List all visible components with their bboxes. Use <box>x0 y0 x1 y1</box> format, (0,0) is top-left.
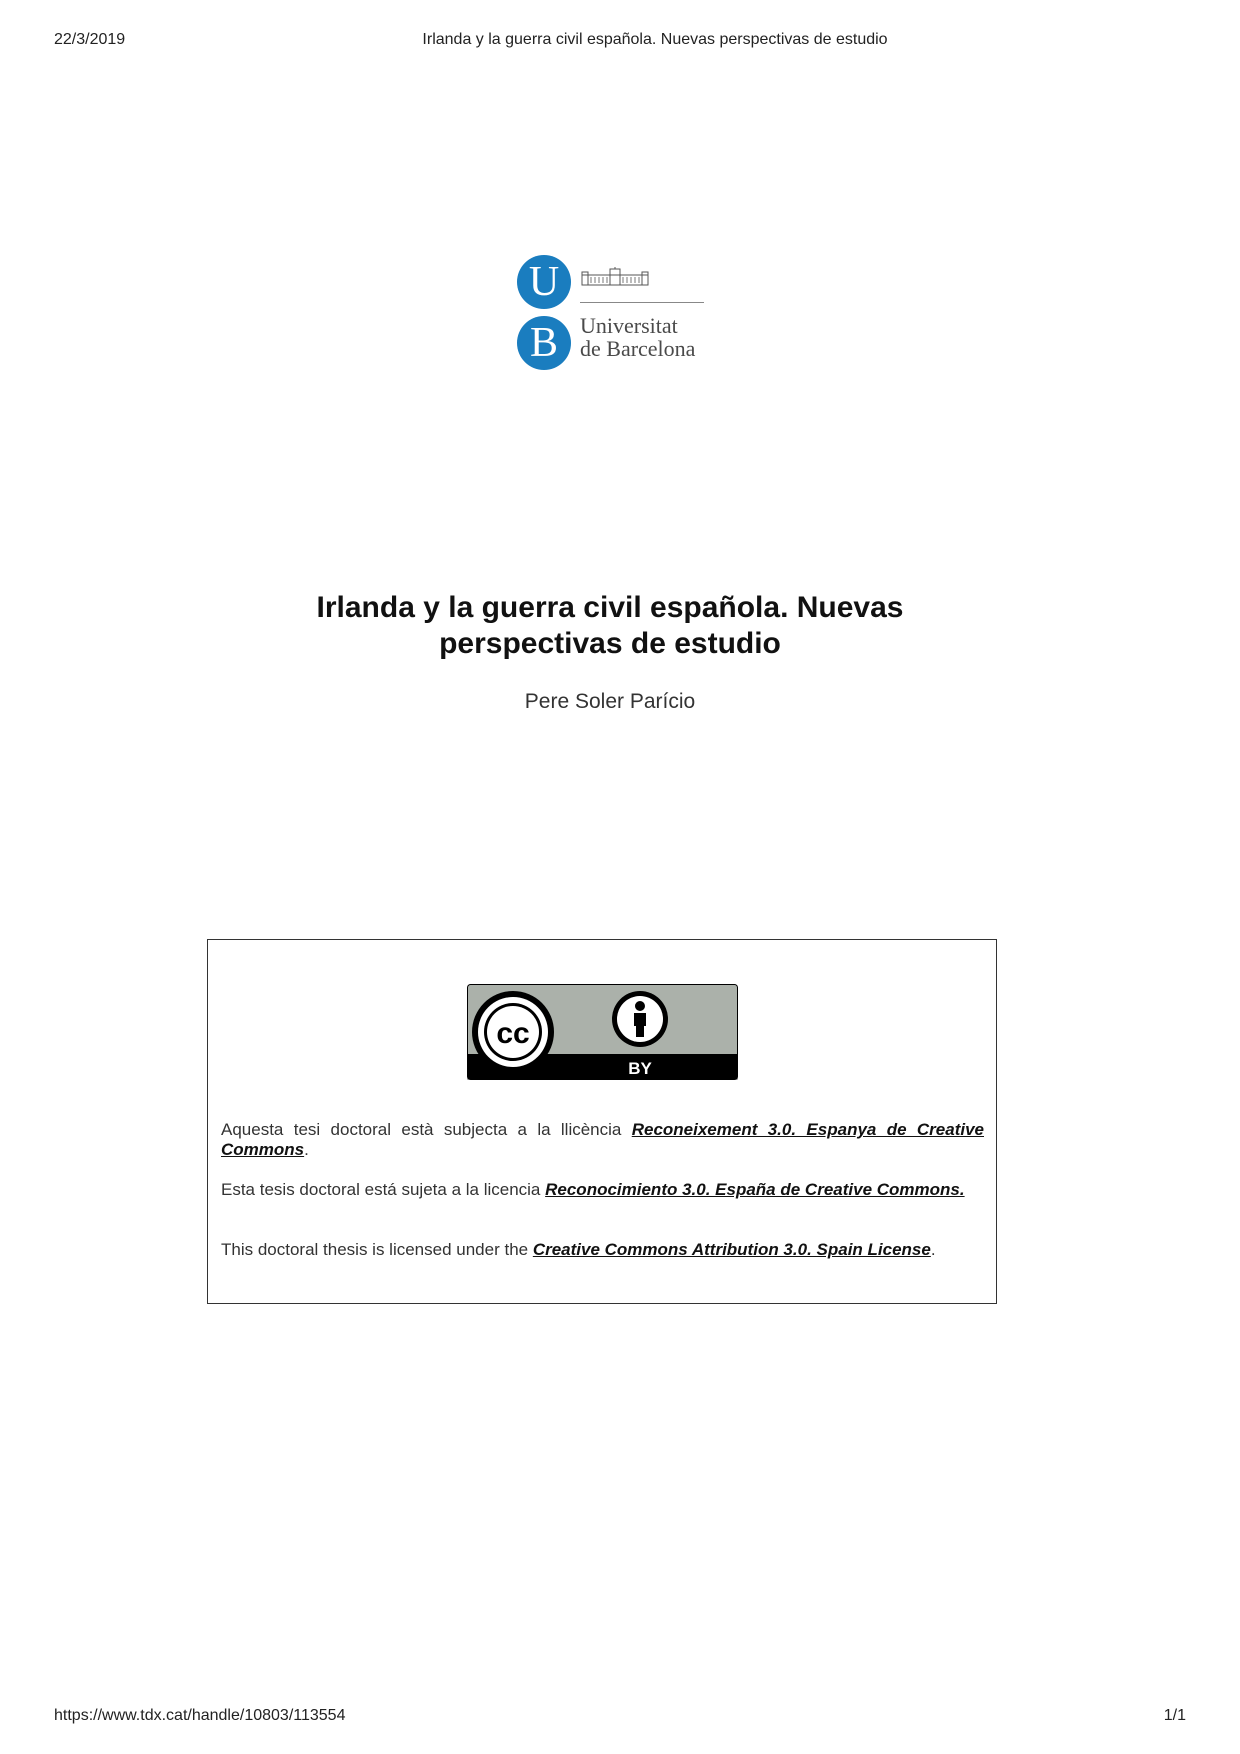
license-link-english[interactable]: Creative Commons Attribution 3.0. Spain License <box>532 1240 931 1259</box>
logo-u-circle: U <box>517 255 571 309</box>
university-name-line1: Universitat <box>580 313 678 338</box>
license-link-catalan[interactable]: Reconeixement 3.0. Espanya de Creative Commons <box>221 1120 984 1159</box>
thesis-title-line2: perspectivas de estudio <box>439 627 781 660</box>
university-name <box>580 314 695 360</box>
cc-by-icon[interactable] <box>467 984 738 1080</box>
svg-text:cc: cc <box>496 1017 530 1050</box>
cc-by-label: BY <box>628 1059 652 1078</box>
print-date: 22/3/2019 <box>54 31 126 48</box>
thesis-author: Pere Soler Parício <box>524 690 696 713</box>
logo-b-circle: B <box>517 316 571 370</box>
university-name-line2: de Barcelona <box>580 336 696 361</box>
license-box <box>207 939 997 1304</box>
license-catalan: Aquesta tesi doctoral està subjecta a la llicència Reconeixement 3.0. Espanya de Creative Commons. <box>221 1120 984 1159</box>
logo-divider <box>580 302 704 303</box>
license-english: This doctoral thesis is licensed under the Creative Commons Attribution 3.0. Spain License. <box>221 1240 936 1259</box>
print-page-number: 1/1 <box>1163 1707 1186 1724</box>
license-spanish: Esta tesis doctoral está sujeta a la licencia Reconocimiento 3.0. España de Creative Commons. <box>221 1180 965 1199</box>
university-logo <box>517 255 717 375</box>
building-icon <box>580 267 650 287</box>
print-title: Irlanda y la guerra civil española. Nuevas perspectivas de estudio <box>422 31 888 48</box>
thesis-title-line1: Irlanda y la guerra civil española. Nuevas <box>316 591 904 624</box>
print-url: https://www.tdx.cat/handle/10803/113554 <box>54 1707 346 1724</box>
thesis-title <box>220 590 1000 662</box>
license-link-spanish[interactable]: Reconocimiento 3.0. España de Creative Commons. <box>545 1180 965 1199</box>
